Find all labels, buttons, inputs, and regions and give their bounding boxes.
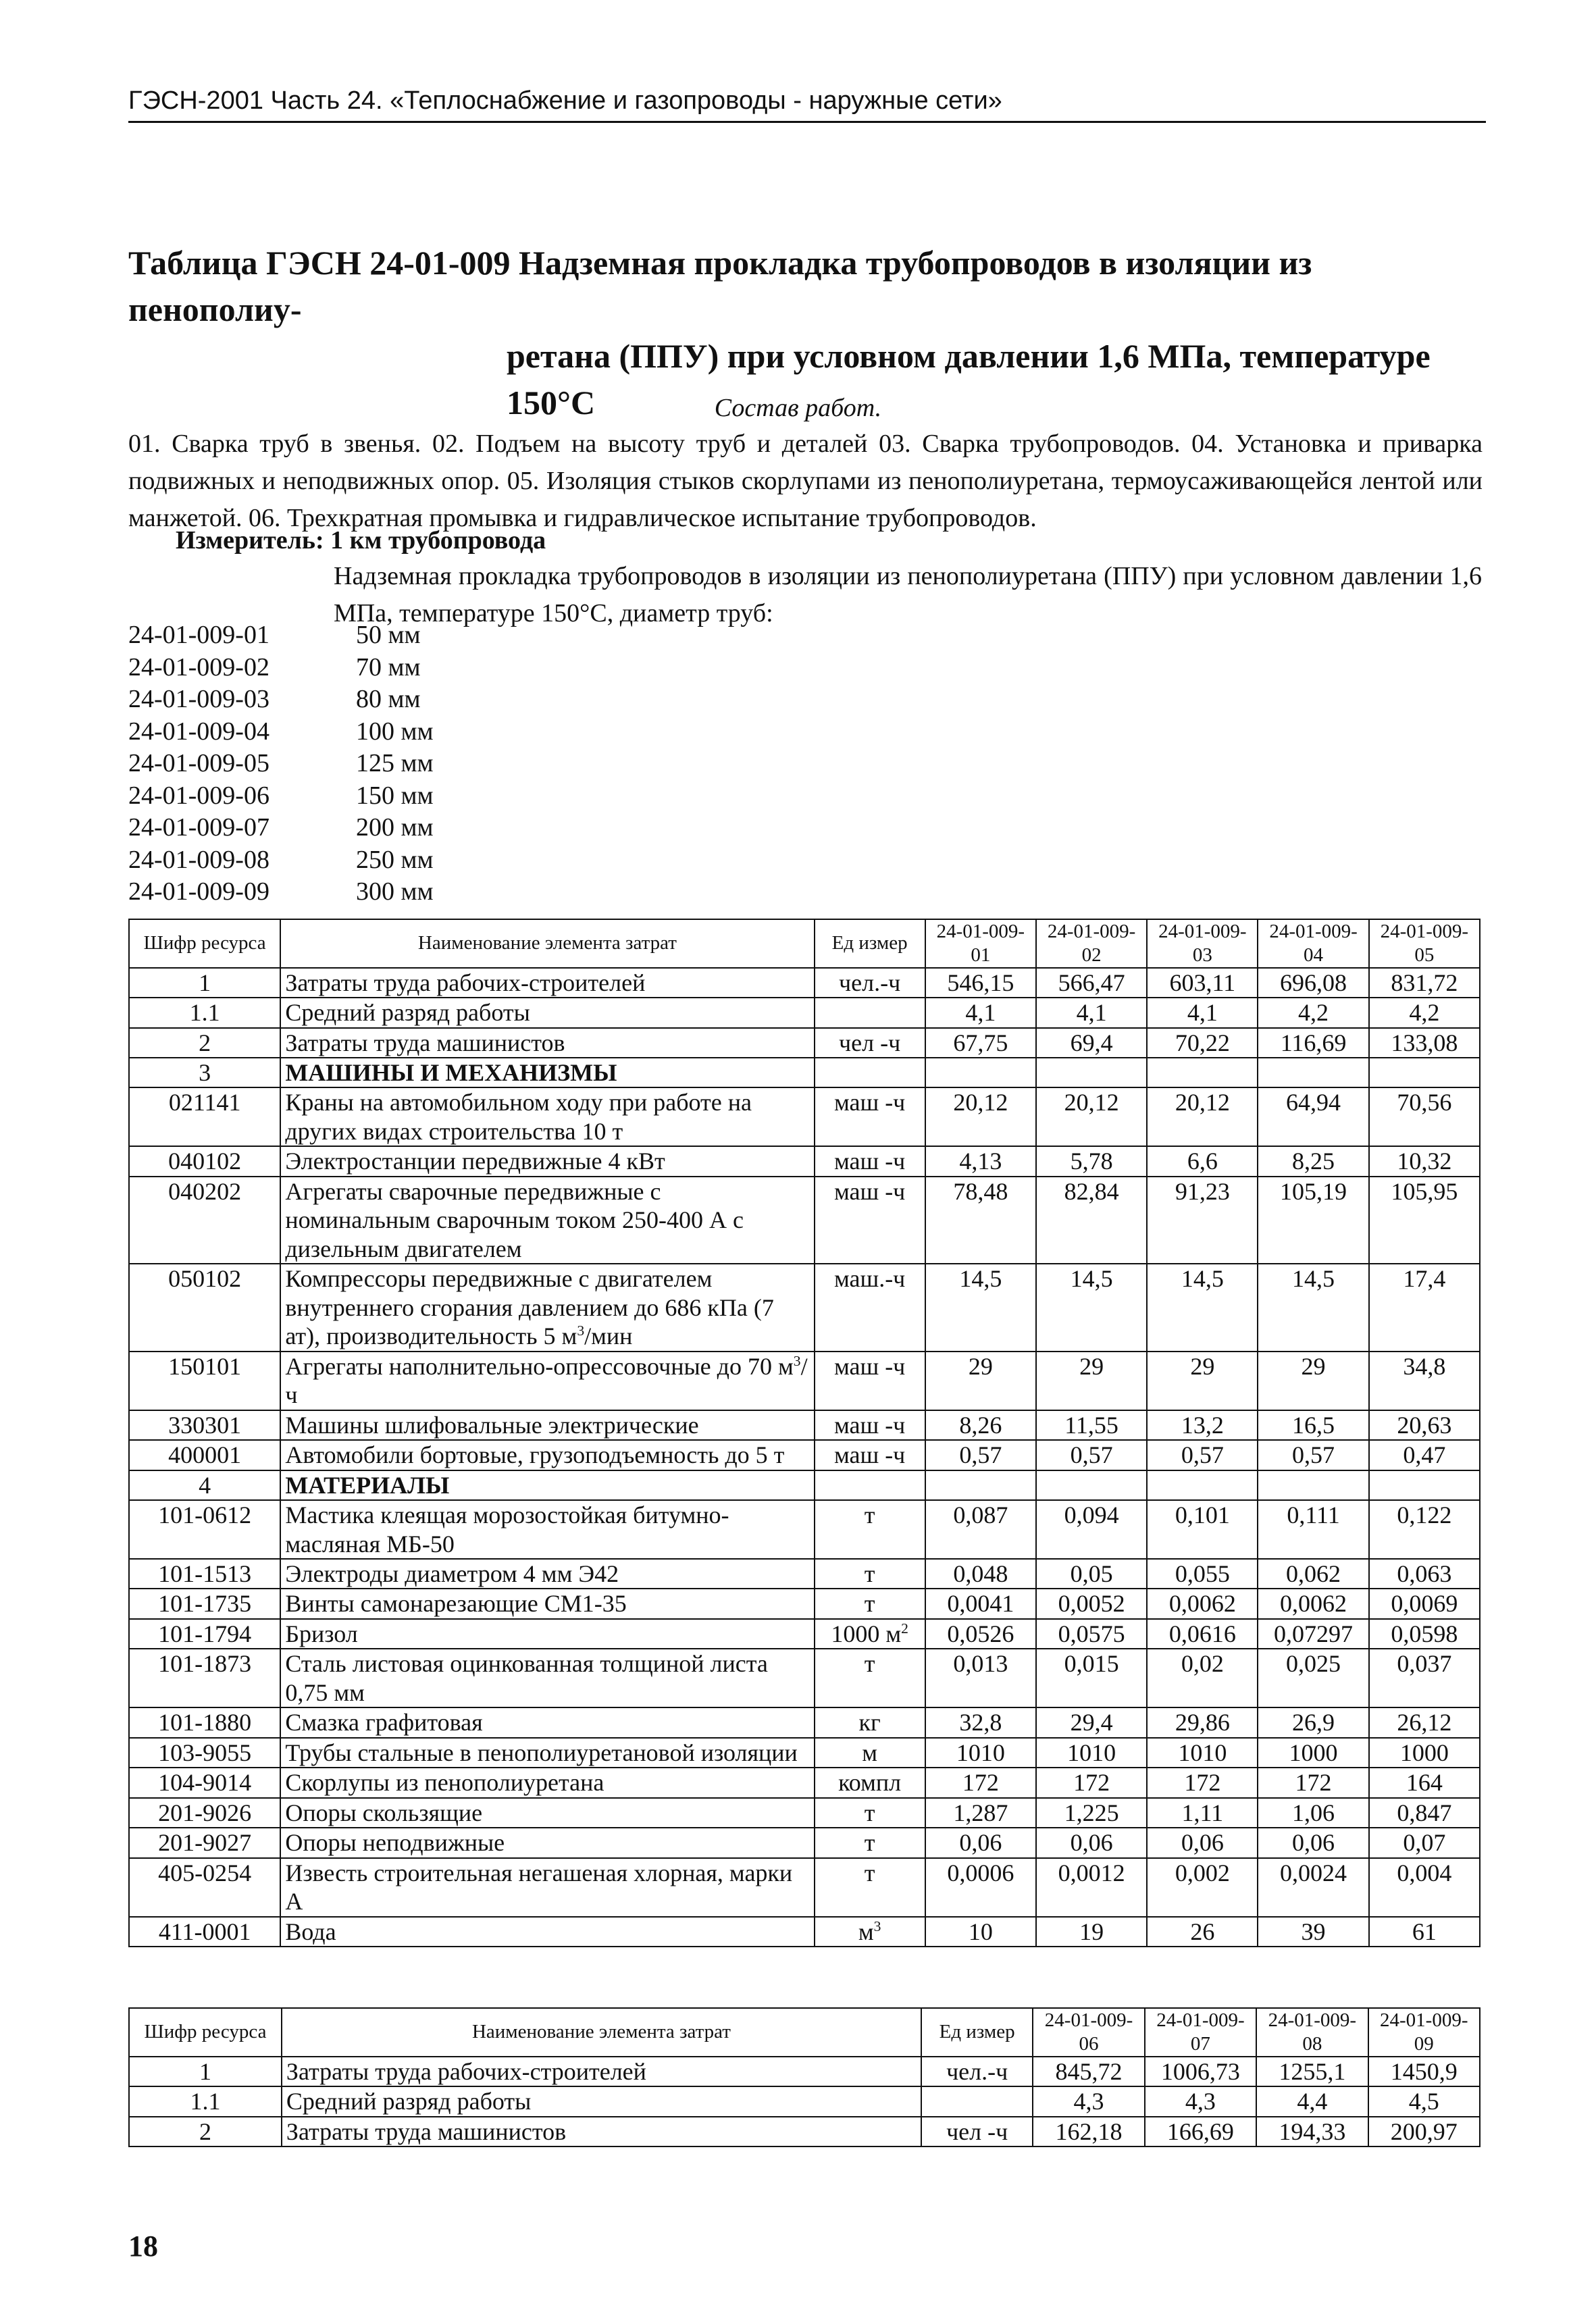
title-line-1: Таблица ГЭСН 24-01-009 Надземная прокладка трубопроводов в изоляции из пенополиу- (128, 244, 1312, 328)
code-list-item (128, 717, 434, 749)
resource-code: 405-0254 (129, 1858, 280, 1917)
resource-name: Известь строительная негашеная хлорная, марки А (280, 1858, 814, 1917)
code-value: 24-01-009-03 (128, 685, 269, 713)
resource-value: 91,23 (1147, 1177, 1258, 1264)
resource-value: 0,111 (1258, 1500, 1368, 1559)
resource-value: 29,4 (1036, 1707, 1147, 1737)
resource-name: МАШИНЫ И МЕХАНИЗМЫ (280, 1058, 814, 1087)
resource-unit: маш -ч (815, 1440, 925, 1470)
resource-value: 0,0012 (1036, 1858, 1147, 1917)
resource-value: 0,004 (1369, 1858, 1480, 1917)
resource-value: 1,287 (925, 1798, 1036, 1828)
resource-unit: т (815, 1500, 925, 1559)
resource-value: 172 (1147, 1768, 1258, 1797)
resource-value: 29,86 (1147, 1707, 1258, 1737)
resource-value: 603,11 (1147, 968, 1258, 998)
resource-value: 6,6 (1147, 1146, 1258, 1176)
resource-name: Скорлупы из пенополиуретана (280, 1768, 814, 1797)
resource-value: 4,2 (1369, 998, 1480, 1027)
resource-value: 29 (1147, 1352, 1258, 1410)
resource-value: 1010 (925, 1738, 1036, 1768)
resource-name: Средний разряд работы (280, 998, 814, 1027)
diameter-value: 100 мм (356, 717, 434, 746)
resource-value: 4,1 (1147, 998, 1258, 1027)
resource-value: 1006,73 (1145, 2057, 1256, 2086)
resource-unit: маш -ч (815, 1087, 925, 1146)
resource-unit: т (815, 1559, 925, 1589)
resource-value: 29 (1036, 1352, 1147, 1410)
resource-value: 10,32 (1369, 1146, 1480, 1176)
code-value: 24-01-009-01 (128, 621, 269, 649)
resource-value: 696,08 (1258, 968, 1368, 998)
resource-value: 61 (1369, 1917, 1480, 1947)
resource-value: 10 (925, 1917, 1036, 1947)
resource-value: 1,11 (1147, 1798, 1258, 1828)
resource-value: 78,48 (925, 1177, 1036, 1264)
resource-value: 1450,9 (1368, 2057, 1480, 2086)
resource-value: 82,84 (1036, 1177, 1147, 1264)
resource-value: 4,3 (1033, 2086, 1144, 2116)
resource-value (1147, 1058, 1258, 1087)
column-header: 24-01-009-09 (1368, 2008, 1480, 2057)
resource-unit: маш -ч (815, 1177, 925, 1264)
resource-unit: т (815, 1649, 925, 1707)
resource-unit: т (815, 1798, 925, 1828)
resource-unit: маш -ч (815, 1146, 925, 1176)
column-header: 24-01-009-02 (1036, 919, 1147, 968)
resource-value: 26,9 (1258, 1707, 1368, 1737)
resource-value: 0,847 (1369, 1798, 1480, 1828)
table-row (129, 1828, 1480, 1857)
page-header: ГЭСН-2001 Часть 24. «Теплоснабжение и газопроводы - наружные сети» (128, 86, 1486, 123)
resource-value: 4,1 (925, 998, 1036, 1027)
code-value: 24-01-009-08 (128, 845, 269, 874)
resource-value (925, 1058, 1036, 1087)
resource-code: 400001 (129, 1440, 280, 1470)
resource-value: 0,0006 (925, 1858, 1036, 1917)
title-line-3: 150°С (507, 384, 596, 421)
column-header: Ед измер (815, 919, 925, 968)
resource-value: 0,063 (1369, 1559, 1480, 1589)
resource-value: 116,69 (1258, 1028, 1368, 1058)
table-row (129, 1087, 1480, 1146)
resource-value: 1000 (1369, 1738, 1480, 1768)
resource-name: Затраты труда машинистов (282, 2117, 921, 2146)
resource-value: 16,5 (1258, 1410, 1368, 1440)
resource-value: 14,5 (1147, 1264, 1258, 1351)
column-header: Наименование элемента затрат (282, 2008, 921, 2057)
resource-name: Бризол (280, 1619, 814, 1649)
column-header: 24-01-009-03 (1147, 919, 1258, 968)
column-header: Наименование элемента затрат (280, 919, 814, 968)
resource-value: 67,75 (925, 1028, 1036, 1058)
resource-code: 101-1873 (129, 1649, 280, 1707)
table-row (129, 1028, 1480, 1058)
resource-code: 040102 (129, 1146, 280, 1176)
resource-code: 3 (129, 1058, 280, 1087)
resource-value: 831,72 (1369, 968, 1480, 998)
resource-unit: м (815, 1738, 925, 1768)
resource-unit: чел.-ч (921, 2057, 1033, 2086)
resource-unit: маш.-ч (815, 1264, 925, 1351)
resource-value (1147, 1470, 1258, 1500)
table-row (129, 1619, 1480, 1649)
table-row (129, 1798, 1480, 1828)
resource-value: 0,06 (1258, 1828, 1368, 1857)
column-header: Шифр ресурса (129, 919, 280, 968)
resource-value: 0,47 (1369, 1440, 1480, 1470)
resource-value (1258, 1058, 1368, 1087)
column-header: 24-01-009-01 (925, 919, 1036, 968)
resource-value: 17,4 (1369, 1264, 1480, 1351)
resource-unit: кг (815, 1707, 925, 1737)
resource-value (1369, 1470, 1480, 1500)
resource-value: 0,087 (925, 1500, 1036, 1559)
resource-code: 1.1 (129, 2086, 282, 2116)
page-number: 18 (128, 2230, 158, 2263)
resource-value: 0,57 (1147, 1440, 1258, 1470)
resource-value: 0,0062 (1147, 1589, 1258, 1618)
resource-code: 411-0001 (129, 1917, 280, 1947)
resource-value: 164 (1369, 1768, 1480, 1797)
resource-value: 166,69 (1145, 2117, 1256, 2146)
resource-code: 101-1794 (129, 1619, 280, 1649)
resource-unit: чел -ч (815, 1028, 925, 1058)
resource-value: 69,4 (1036, 1028, 1147, 1058)
column-header: Ед измер (921, 2008, 1033, 2057)
resource-value: 70,56 (1369, 1087, 1480, 1146)
resource-value: 0,0062 (1258, 1589, 1368, 1618)
resource-unit: т (815, 1828, 925, 1857)
code-list-item (128, 684, 434, 717)
resource-value: 1010 (1036, 1738, 1147, 1768)
resource-value: 1255,1 (1256, 2057, 1368, 2086)
resource-name: Электроды диаметром 4 мм Э42 (280, 1559, 814, 1589)
resource-code: 050102 (129, 1264, 280, 1351)
resource-value: 0,094 (1036, 1500, 1147, 1559)
resource-value: 20,12 (1036, 1087, 1147, 1146)
resource-name: Краны на автомобильном ходу при работе на других видах строительства 10 т (280, 1087, 814, 1146)
resource-value: 8,26 (925, 1410, 1036, 1440)
resource-value: 4,13 (925, 1146, 1036, 1176)
measure-description: Надземная прокладка трубопроводов в изоляции из пенополиуретана (ППУ) при условном давлении 1,6 МПа, температуре 150°С, диаметр труб: (334, 562, 1482, 628)
resource-value: 566,47 (1036, 968, 1147, 998)
composition-heading: Состав работ. (714, 394, 882, 422)
resource-code: 021141 (129, 1087, 280, 1146)
resource-value: 0,0575 (1036, 1619, 1147, 1649)
code-value: 24-01-009-07 (128, 813, 269, 842)
table-row (129, 2057, 1480, 2086)
table-row (129, 1500, 1480, 1559)
resource-value (1036, 1058, 1147, 1087)
diameter-value: 250 мм (356, 845, 434, 874)
resource-unit: т (815, 1858, 925, 1917)
measure-unit: Измеритель: 1 км трубопровода (176, 526, 546, 555)
resource-value: 546,15 (925, 968, 1036, 998)
work-description: 01. Сварка труб в звенья. 02. Подъем на высоту труб и деталей 03. Сварка трубопроводов. 04. Установка и приварка подвижных и неподвижных опор. 05. Изоляция стыков скорлупами из пенополиуретана, термоусаживающейся лентой или манжетой. 06. Трехкратная промывка и гидравлическое испытание трубопроводов. (128, 430, 1483, 533)
resource-name: Агрегаты сварочные передвижные с номинальным сварочным током 250-400 А с дизельным двигателем (280, 1177, 814, 1264)
resource-value: 0,06 (1147, 1828, 1258, 1857)
resource-value: 14,5 (925, 1264, 1036, 1351)
resource-value: 1000 (1258, 1738, 1368, 1768)
resource-value: 19 (1036, 1917, 1147, 1947)
resource-value: 0,57 (1258, 1440, 1368, 1470)
diameter-value: 300 мм (356, 877, 434, 906)
resource-value: 26,12 (1369, 1707, 1480, 1737)
table-row (129, 1589, 1480, 1618)
resource-unit: маш -ч (815, 1410, 925, 1440)
resource-name: Винты самонарезающие СМ1-35 (280, 1589, 814, 1618)
resource-unit: т (815, 1589, 925, 1618)
resource-code: 201-9026 (129, 1798, 280, 1828)
table-row (129, 1738, 1480, 1768)
resource-value: 105,95 (1369, 1177, 1480, 1264)
resource-unit (815, 998, 925, 1027)
column-header: Шифр ресурса (129, 2008, 282, 2057)
resource-value: 4,4 (1256, 2086, 1368, 2116)
resource-name: Средний разряд работы (282, 2086, 921, 2116)
table-row (129, 1440, 1480, 1470)
code-value: 24-01-009-02 (128, 652, 269, 682)
resource-value: 5,78 (1036, 1146, 1147, 1176)
resource-value: 172 (1036, 1768, 1147, 1797)
resource-value: 0,055 (1147, 1559, 1258, 1589)
resource-value: 1,06 (1258, 1798, 1368, 1828)
resource-value: 172 (1258, 1768, 1368, 1797)
resource-value: 29 (1258, 1352, 1368, 1410)
resource-value: 194,33 (1256, 2117, 1368, 2146)
resource-value: 200,97 (1368, 2117, 1480, 2146)
table-row (129, 1917, 1480, 1947)
diameter-value: 150 мм (356, 781, 434, 810)
code-list-item (128, 877, 434, 909)
resource-name: Вода (280, 1917, 814, 1947)
resource-value: 64,94 (1258, 1087, 1368, 1146)
resource-unit: компл (815, 1768, 925, 1797)
resource-name: Агрегаты наполнительно-опрессовочные до 70 $м^3/ч$ (280, 1352, 814, 1410)
resource-value: 32,8 (925, 1707, 1036, 1737)
code-list-item (128, 813, 434, 845)
resource-value: 0,05 (1036, 1559, 1147, 1589)
resource-value: 0,062 (1258, 1559, 1368, 1589)
resource-code: 150101 (129, 1352, 280, 1410)
resource-value (1369, 1058, 1480, 1087)
diameter-value: 200 мм (356, 813, 434, 842)
resource-value: 20,63 (1369, 1410, 1480, 1440)
resource-unit: чел.-ч (815, 968, 925, 998)
resource-value: 0,57 (925, 1440, 1036, 1470)
resource-unit: $м^3$ (815, 1917, 925, 1947)
table-row (129, 1559, 1480, 1589)
resource-value: 34,8 (1369, 1352, 1480, 1410)
resource-code: 101-1880 (129, 1707, 280, 1737)
resource-value: 105,19 (1258, 1177, 1368, 1264)
resource-code: 101-1735 (129, 1589, 280, 1618)
column-header: 24-01-009-08 (1256, 2008, 1368, 2057)
resource-value (1258, 1470, 1368, 1500)
resource-code: 101-1513 (129, 1559, 280, 1589)
resource-value: 0,015 (1036, 1649, 1147, 1707)
table-row (129, 1768, 1480, 1797)
resource-value: 172 (925, 1768, 1036, 1797)
resource-value: 1010 (1147, 1738, 1258, 1768)
diameter-value: 50 мм (356, 621, 421, 649)
resource-unit (815, 1470, 925, 1500)
diameter-value: 125 мм (356, 749, 434, 777)
resource-name: Опоры неподвижные (280, 1828, 814, 1857)
resource-value: 20,12 (1147, 1087, 1258, 1146)
resource-value: 4,3 (1145, 2086, 1256, 2116)
table-row (129, 1649, 1480, 1707)
resource-value: 4,1 (1036, 998, 1147, 1027)
resource-code: 4 (129, 1470, 280, 1500)
code-list-item (128, 652, 434, 685)
code-value: 24-01-009-06 (128, 781, 269, 810)
table-row (129, 1858, 1480, 1917)
resource-code: 1 (129, 968, 280, 998)
resource-unit (815, 1058, 925, 1087)
resource-value: 0,57 (1036, 1440, 1147, 1470)
resource-value: 0,0041 (925, 1589, 1036, 1618)
table-row (129, 968, 1480, 998)
resource-value: 70,22 (1147, 1028, 1258, 1058)
resource-value: 133,08 (1369, 1028, 1480, 1058)
resource-unit: 1000 $м^2$ (815, 1619, 925, 1649)
resource-value: 1,225 (1036, 1798, 1147, 1828)
resource-unit: чел -ч (921, 2117, 1033, 2146)
resource-value: 0,0526 (925, 1619, 1036, 1649)
resource-name: Машины шлифовальные электрические (280, 1410, 814, 1440)
resource-code: 201-9027 (129, 1828, 280, 1857)
table-row (129, 2117, 1480, 2146)
resource-name: Компрессоры передвижные с двигателем внутреннего сгорания давлением до 686 кПа (7 ат), производительность 5 $м^3$/мин (280, 1264, 814, 1351)
resource-code: 1 (129, 2057, 282, 2086)
resource-value: 8,25 (1258, 1146, 1368, 1176)
table-row (129, 1352, 1480, 1410)
resource-name: Мастика клеящая морозостойкая битумно-масляная МБ-50 (280, 1500, 814, 1559)
table-row (129, 2086, 1480, 2116)
diameter-value: 70 мм (356, 652, 421, 682)
column-header: 24-01-009-04 (1258, 919, 1368, 968)
resource-value: 4,2 (1258, 998, 1368, 1027)
column-header: 24-01-009-06 (1033, 2008, 1144, 2057)
resource-code: 103-9055 (129, 1738, 280, 1768)
table-row (129, 1177, 1480, 1264)
resource-name: Автомобили бортовые, грузоподъемность до 5 т (280, 1440, 814, 1470)
resource-name: Опоры скользящие (280, 1798, 814, 1828)
resource-value: 0,013 (925, 1649, 1036, 1707)
resource-value: 0,025 (1258, 1649, 1368, 1707)
code-list (128, 620, 434, 909)
resource-value: 0,002 (1147, 1858, 1258, 1917)
resource-value: 26 (1147, 1917, 1258, 1947)
code-list-item (128, 620, 434, 652)
resource-value: 0,0052 (1036, 1589, 1147, 1618)
title-line-2: ретана (ППУ) при условном давлении 1,6 МПа, температуре (507, 337, 1431, 375)
resource-name: Затраты труда рабочих-строителей (280, 968, 814, 998)
resource-value: 162,18 (1033, 2117, 1144, 2146)
resource-table-1 (128, 919, 1481, 1947)
resource-value: 0,122 (1369, 1500, 1480, 1559)
resource-table-2 (128, 2007, 1481, 2147)
table-row (129, 1058, 1480, 1087)
resource-value: 0,0024 (1258, 1858, 1368, 1917)
resource-value: 0,048 (925, 1559, 1036, 1589)
resource-value: 29 (925, 1352, 1036, 1410)
resource-value: 14,5 (1258, 1264, 1368, 1351)
column-header: 24-01-009-07 (1145, 2008, 1256, 2057)
resource-value (925, 1470, 1036, 1500)
code-value: 24-01-009-04 (128, 717, 269, 746)
resource-value: 0,0616 (1147, 1619, 1258, 1649)
resource-value: 0,02 (1147, 1649, 1258, 1707)
resource-name: Смазка графитовая (280, 1707, 814, 1737)
column-header: 24-01-009-05 (1369, 919, 1480, 968)
resource-value: 0,06 (1036, 1828, 1147, 1857)
table-row (129, 1410, 1480, 1440)
resource-value: 0,0069 (1369, 1589, 1480, 1618)
resource-unit (921, 2086, 1033, 2116)
table-row (129, 1264, 1480, 1351)
resource-value: 39 (1258, 1917, 1368, 1947)
resource-value: 0,037 (1369, 1649, 1480, 1707)
resource-value: 13,2 (1147, 1410, 1258, 1440)
resource-value: 0,06 (925, 1828, 1036, 1857)
resource-name: Затраты труда машинистов (280, 1028, 814, 1058)
resource-value: 11,55 (1036, 1410, 1147, 1440)
code-list-item (128, 748, 434, 781)
resource-name: МАТЕРИАЛЫ (280, 1470, 814, 1500)
resource-code: 104-9014 (129, 1768, 280, 1797)
resource-code: 2 (129, 1028, 280, 1058)
resource-code: 2 (129, 2117, 282, 2146)
table-row (129, 998, 1480, 1027)
resource-value: 0,0598 (1369, 1619, 1480, 1649)
code-value: 24-01-009-09 (128, 877, 269, 906)
resource-value: 0,07297 (1258, 1619, 1368, 1649)
resource-value: 4,5 (1368, 2086, 1480, 2116)
resource-value: 845,72 (1033, 2057, 1144, 2086)
resource-value: 0,101 (1147, 1500, 1258, 1559)
resource-code: 1.1 (129, 998, 280, 1027)
resource-name: Трубы стальные в пенополиуретановой изоляции (280, 1738, 814, 1768)
resource-code: 330301 (129, 1410, 280, 1440)
code-list-item (128, 781, 434, 813)
resource-value: 0,07 (1369, 1828, 1480, 1857)
resource-code: 040202 (129, 1177, 280, 1264)
resource-code: 101-0612 (129, 1500, 280, 1559)
table-row (129, 1146, 1480, 1176)
code-list-item (128, 845, 434, 877)
table-row (129, 1707, 1480, 1737)
resource-value (1036, 1470, 1147, 1500)
resource-name: Затраты труда рабочих-строителей (282, 2057, 921, 2086)
resource-value: 20,12 (925, 1087, 1036, 1146)
resource-value: 14,5 (1036, 1264, 1147, 1351)
table-row (129, 1470, 1480, 1500)
resource-unit: маш -ч (815, 1352, 925, 1410)
resource-name: Электростанции передвижные 4 кВт (280, 1146, 814, 1176)
resource-name: Сталь листовая оцинкованная толщиной листа 0,75 мм (280, 1649, 814, 1707)
code-value: 24-01-009-05 (128, 749, 269, 777)
diameter-value: 80 мм (356, 685, 421, 713)
